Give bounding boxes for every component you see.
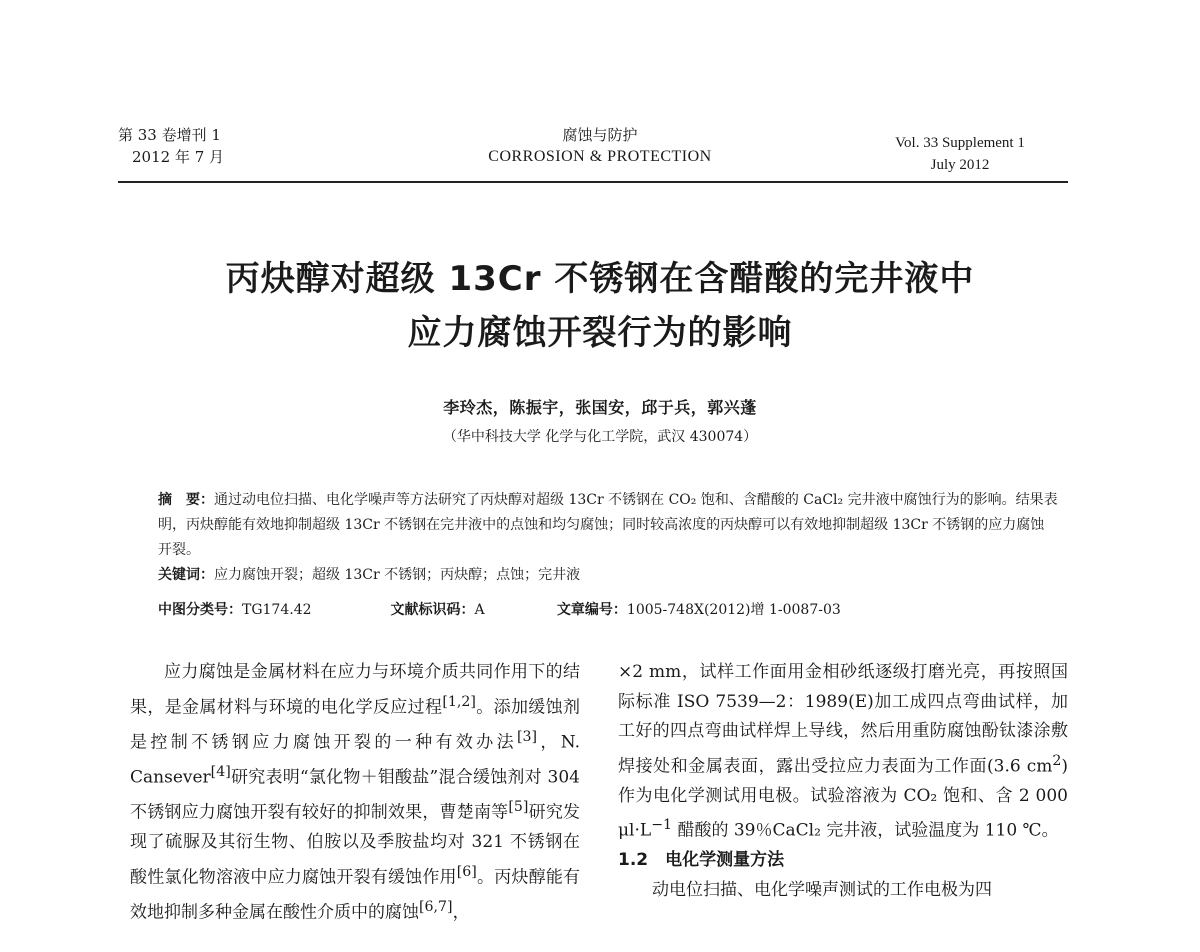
citation: [3]	[517, 728, 538, 745]
sample-text-1: ×2 mm，试样工作面用金相砂纸逐级打磨光亮，再按照国际标准 ISO 7539—2：1989(E)加工成四点弯曲试样，加工好的四点弯曲试样焊上导线，然后用重防腐蚀酚钛漆涂敷焊接处和金属表面，露出受拉应力表面为工作面(3.6 cm	[618, 662, 1068, 777]
date-en: July 2012	[930, 157, 990, 173]
intro-text-7: ，	[452, 902, 470, 923]
citation: [5]	[508, 798, 529, 815]
intro-paragraph	[130, 658, 580, 928]
article-meta	[158, 599, 841, 619]
doc-code-label: 文献标识码：	[390, 602, 475, 618]
superscript: −1	[651, 817, 673, 834]
citation: [1,2]	[442, 693, 476, 710]
body-column-right	[618, 658, 1068, 905]
journal-en: CORROSION & PROTECTION	[488, 148, 712, 165]
intro-text-1: 应力腐蚀是金属材料在应力与环境介质共同作用下的结果，是金属材料与环境的电化学反应过程	[130, 662, 580, 718]
intro-text-6: 。丙炔醇能有效地抑制多种金属在酸性介质中的腐蚀	[130, 867, 581, 923]
abstract	[158, 488, 1058, 588]
issue-zh: 第 33 卷增刊 1	[118, 126, 221, 144]
article-number	[557, 599, 841, 619]
title-line-1: 丙炔醇对超级 13Cr 不锈钢在含醋酸的完井液中	[225, 259, 975, 299]
method-paragraph: 动电位扫描、电化学噪声测试的工作电极为四	[652, 879, 992, 900]
intro-text-4: 研究表明“氯化物＋钼酸盐”混合缓蚀剂对 304 不锈钢应力腐蚀开裂有较好的抑制效果，曹楚南等	[130, 767, 580, 823]
vol-en: Vol. 33 Supplement 1	[895, 135, 1025, 151]
intro-text-5: 研究发现了硫脲及其衍生物、伯胺以及季胺盐均对 321 不锈钢在酸性氯化物溶液中应力腐蚀开裂有缓蚀作用	[130, 802, 581, 888]
sample-text-2: )作为电化学测试用电极。试验溶液为 CO₂ 饱和、含 2 000 μl·L	[618, 756, 1068, 841]
abstract-label: 摘 要：	[158, 492, 214, 508]
keywords-label: 关键词：	[158, 567, 214, 583]
header-volume	[860, 132, 1060, 176]
header-rule	[118, 181, 1068, 183]
date-zh: 2012 年 7 月	[132, 148, 225, 166]
body-column-left	[130, 658, 580, 928]
title-line-2: 应力腐蚀开裂行为的影响	[407, 313, 793, 353]
keywords-text: 应力腐蚀开裂；超级 13Cr 不锈钢；丙炔醇；点蚀；完井液	[214, 567, 581, 583]
citation: [6]	[456, 863, 477, 880]
keywords	[158, 563, 1058, 588]
classification-label: 中图分类号：	[158, 602, 242, 618]
superscript: 2	[1052, 752, 1062, 769]
article-number-label: 文章编号：	[556, 602, 627, 618]
abstract-text: 通过动电位扫描、电化学噪声等方法研究了丙炔醇对超级 13Cr 不锈钢在 CO₂ 饱和、含醋酸的 CaCl₂ 完井液中腐蚀行为的影响。结果表明，丙炔醇能有效地抑制超级 13Cr 不锈钢在完井液中的点蚀和均匀腐蚀；同时较高浓度的丙炔醇可以有效地抑制超级 13Cr 不锈钢的应力腐蚀开裂。	[158, 492, 1058, 558]
classification-value: TG174.42	[242, 602, 312, 618]
journal-zh: 腐蚀与防护	[562, 126, 638, 144]
affiliation: （华中科技大学 化学与化工学院，武汉 430074）	[442, 429, 758, 445]
section-heading: 1.2 电化学测量方法	[618, 850, 785, 871]
intro-text-3: ，N. Cansever	[130, 732, 580, 788]
sample-paragraph	[618, 658, 1068, 846]
citation: [6,7]	[419, 898, 453, 915]
intro-text-2: 。添加缓蚀剂是控制不锈钢应力腐蚀开裂的一种有效办法	[130, 697, 580, 753]
citation: [4]	[210, 763, 231, 780]
doc-code	[390, 599, 552, 619]
authors: 李玲杰，陈振宇，张国安，邱于兵，郭兴蓬	[443, 398, 757, 417]
classification	[158, 599, 386, 619]
doc-code-value: A	[474, 602, 485, 618]
article-number-value: 1005-748X(2012)增 1-0087-03	[626, 602, 841, 618]
sample-text-3: 醋酸的 39％CaCl₂ 完井液，试验温度为 110 ℃。	[672, 820, 1059, 841]
paper-title	[0, 252, 1200, 360]
